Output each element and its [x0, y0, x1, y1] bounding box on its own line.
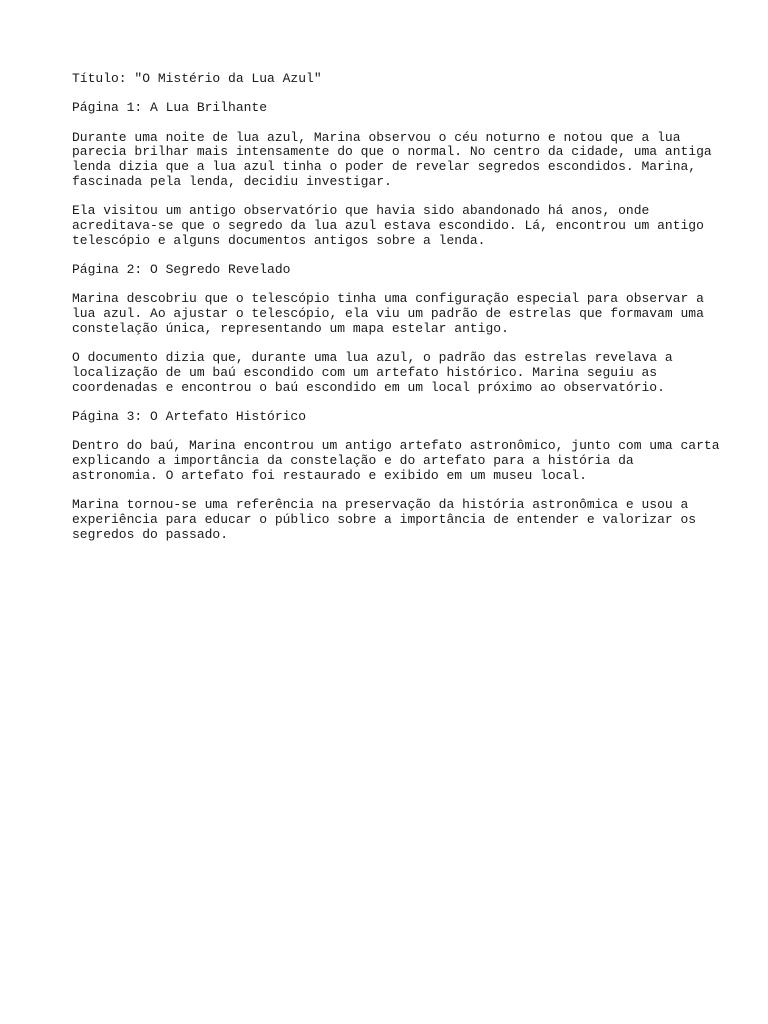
text-line: Marina descobriu que o telescópio tinha uma configuração especial para observar a: [72, 291, 704, 307]
paragraph-2-2: [72, 351, 704, 395]
document-title: [72, 72, 704, 87]
text-line: acreditava-se que o segredo da lua azul estava escondido. Lá, encontrou um antigo: [72, 217, 704, 233]
section-heading-3: [72, 410, 704, 425]
text-line: telescópio e alguns documentos antigos sobre a lenda.: [72, 232, 486, 248]
text-line: segredos do passado.: [72, 526, 229, 542]
text-line: explicando a importância da constelação e do artefato para a história da: [72, 453, 634, 469]
paragraph-2-1: [72, 292, 704, 336]
document-content: [72, 71, 720, 557]
text-line: astronomia. O artefato foi restaurado e exibido em um museu local.: [72, 467, 587, 483]
heading-line: Página 3: O Artefato Histórico: [72, 409, 307, 425]
text-line: lua azul. Ao ajustar o telescópio, ela viu um padrão de estrelas que formavam uma: [72, 306, 704, 322]
paragraph-1-1: [72, 129, 712, 190]
heading-line: Página 1: A Lua Brilhante: [72, 100, 268, 116]
text-line: constelação única, representando um mapa estelar antigo.: [72, 320, 509, 336]
text-line: Ela visitou um antigo observatório que havia sido abandonado há anos, onde: [72, 203, 650, 219]
text-line: O documento dizia que, durante uma lua azul, o padrão das estrelas revelava a: [72, 350, 673, 366]
paragraph-1-2: [72, 204, 704, 248]
text-line: experiência para educar o público sobre a importância de entender e valorizar os: [72, 511, 697, 527]
text-line: localização de um baú escondido com um artefato histórico. Marina seguiu as: [72, 364, 658, 380]
text-line: coordenadas e encontrou o baú escondido em um local próximo ao observatório.: [72, 379, 665, 395]
text-line: fascinada pela lenda, decidiu investigar.: [72, 173, 392, 189]
text-line: Durante uma noite de lua azul, Marina observou o céu noturno e notou que a lua: [72, 129, 681, 145]
section-heading-2: [72, 263, 704, 278]
text-line: lenda dizia que a lua azul tinha o poder de revelar segredos escondidos. Marina,: [72, 159, 697, 175]
heading-line: Página 2: O Segredo Revelado: [72, 262, 291, 278]
title-line: Título: "O Mistério da Lua Azul": [72, 71, 322, 86]
text-line: Dentro do baú, Marina encontrou um antigo artefato astronômico, junto com uma carta: [72, 438, 720, 454]
section-heading-1: [72, 101, 704, 116]
text-line: parecia brilhar mais intensamente do que o normal. No centro da cidade, uma antiga: [72, 144, 712, 160]
paragraph-3-1: [72, 438, 720, 483]
paragraph-3-2: [72, 498, 704, 542]
text-line: Marina tornou-se uma referência na preservação da história astronômica e usou a: [72, 497, 689, 513]
